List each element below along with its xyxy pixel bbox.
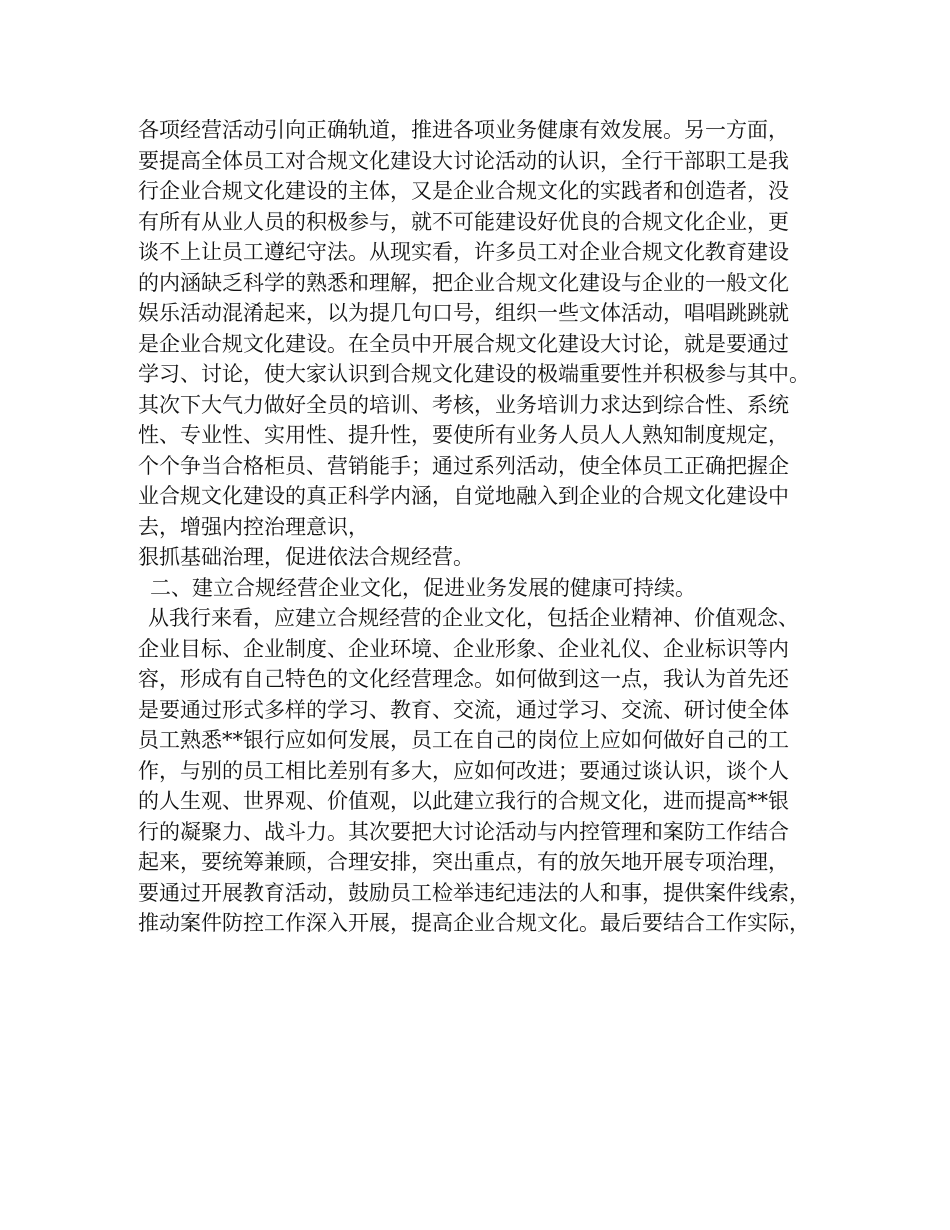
text-line: 娱乐活动混淆起来，以为提几句口号，组织一些文体活动，唱唱跳跳就 <box>138 301 789 325</box>
text-line: 起来，要统筹兼顾，合理安排，突出重点，有的放矢地开展专项治理， <box>138 850 789 874</box>
text-line: 是要通过形式多样的学习、教育、交流，通过学习、交流、研讨使全体 <box>138 697 789 722</box>
text-line: 学习、讨论，使大家认识到合规文化建设的极端重要性并积极参与其中。 <box>138 362 810 386</box>
text-line: 的人生观、世界观、价值观，以此建立我行的合规文化，进而提高**银 <box>138 789 789 813</box>
text-line: 作，与别的员工相比差别有多大，应如何改进；要通过谈认识，谈个人 <box>138 758 789 783</box>
text-line: 有所有从业人员的积极参与，就不可能建设好优良的合规文化企业，更 <box>138 209 789 234</box>
text-line: 狠抓基础治理，促进依法合规经营。 <box>138 545 474 569</box>
text-line: 企业目标、企业制度、企业环境、企业形象、企业礼仪、企业标识等内 <box>138 636 789 661</box>
section-heading: 二、建立合规经营企业文化，促进业务发展的健康可持续。 <box>150 575 696 600</box>
text-line: 从我行来看，应建立合规经营的企业文化，包括企业精神、价值观念、 <box>148 606 799 630</box>
text-line: 容，形成有自己特色的文化经营理念。如何做到这一点，我认为首先还 <box>138 667 789 691</box>
text-line: 要通过开展教育活动，鼓励员工检举违纪违法的人和事，提供案件线索， <box>138 880 810 905</box>
text-line: 谈不上让员工遵纪守法。从现实看，许多员工对企业合规文化教育建设 <box>138 240 789 264</box>
text-line: 要提高全体员工对合规文化建设大讨论活动的认识，全行干部职工是我 <box>138 148 789 173</box>
text-line: 员工熟悉**银行应如何发展，员工在自己的岗位上应如何做好自己的工 <box>138 728 789 752</box>
text-line: 业合规文化建设的真正科学内涵，自觉地融入到企业的合规文化建设中 <box>138 484 789 508</box>
text-line: 行的凝聚力、战斗力。其次要把大讨论活动与内控管理和案防工作结合 <box>138 819 789 844</box>
text-line: 个个争当合格柜员、营销能手；通过系列活动，使全体员工正确把握企 <box>138 453 789 478</box>
text-line: 是企业合规文化建设。在全员中开展合规文化建设大讨论，就是要通过 <box>138 331 789 356</box>
text-line: 推动案件防控工作深入开展，提高企业合规文化。最后要结合工作实际， <box>138 911 810 935</box>
text-line: 去，增强内控治理意识， <box>138 514 369 539</box>
document-body <box>138 115 838 939</box>
text-line: 性、专业性、实用性、提升性，要使所有业务人员人人熟知制度规定， <box>138 423 789 447</box>
text-line: 其次下大气力做好全员的培训、考核，业务培训力求达到综合性、系统 <box>138 392 789 417</box>
text-line: 行企业合规文化建设的主体，又是企业合规文化的实践者和创造者，没 <box>138 179 789 203</box>
text-line: 各项经营活动引向正确轨道，推进各项业务健康有效发展。另一方面， <box>138 118 789 142</box>
text-line: 的内涵缺乏科学的熟悉和理解，把企业合规文化建设与企业的一般文化 <box>138 270 789 295</box>
